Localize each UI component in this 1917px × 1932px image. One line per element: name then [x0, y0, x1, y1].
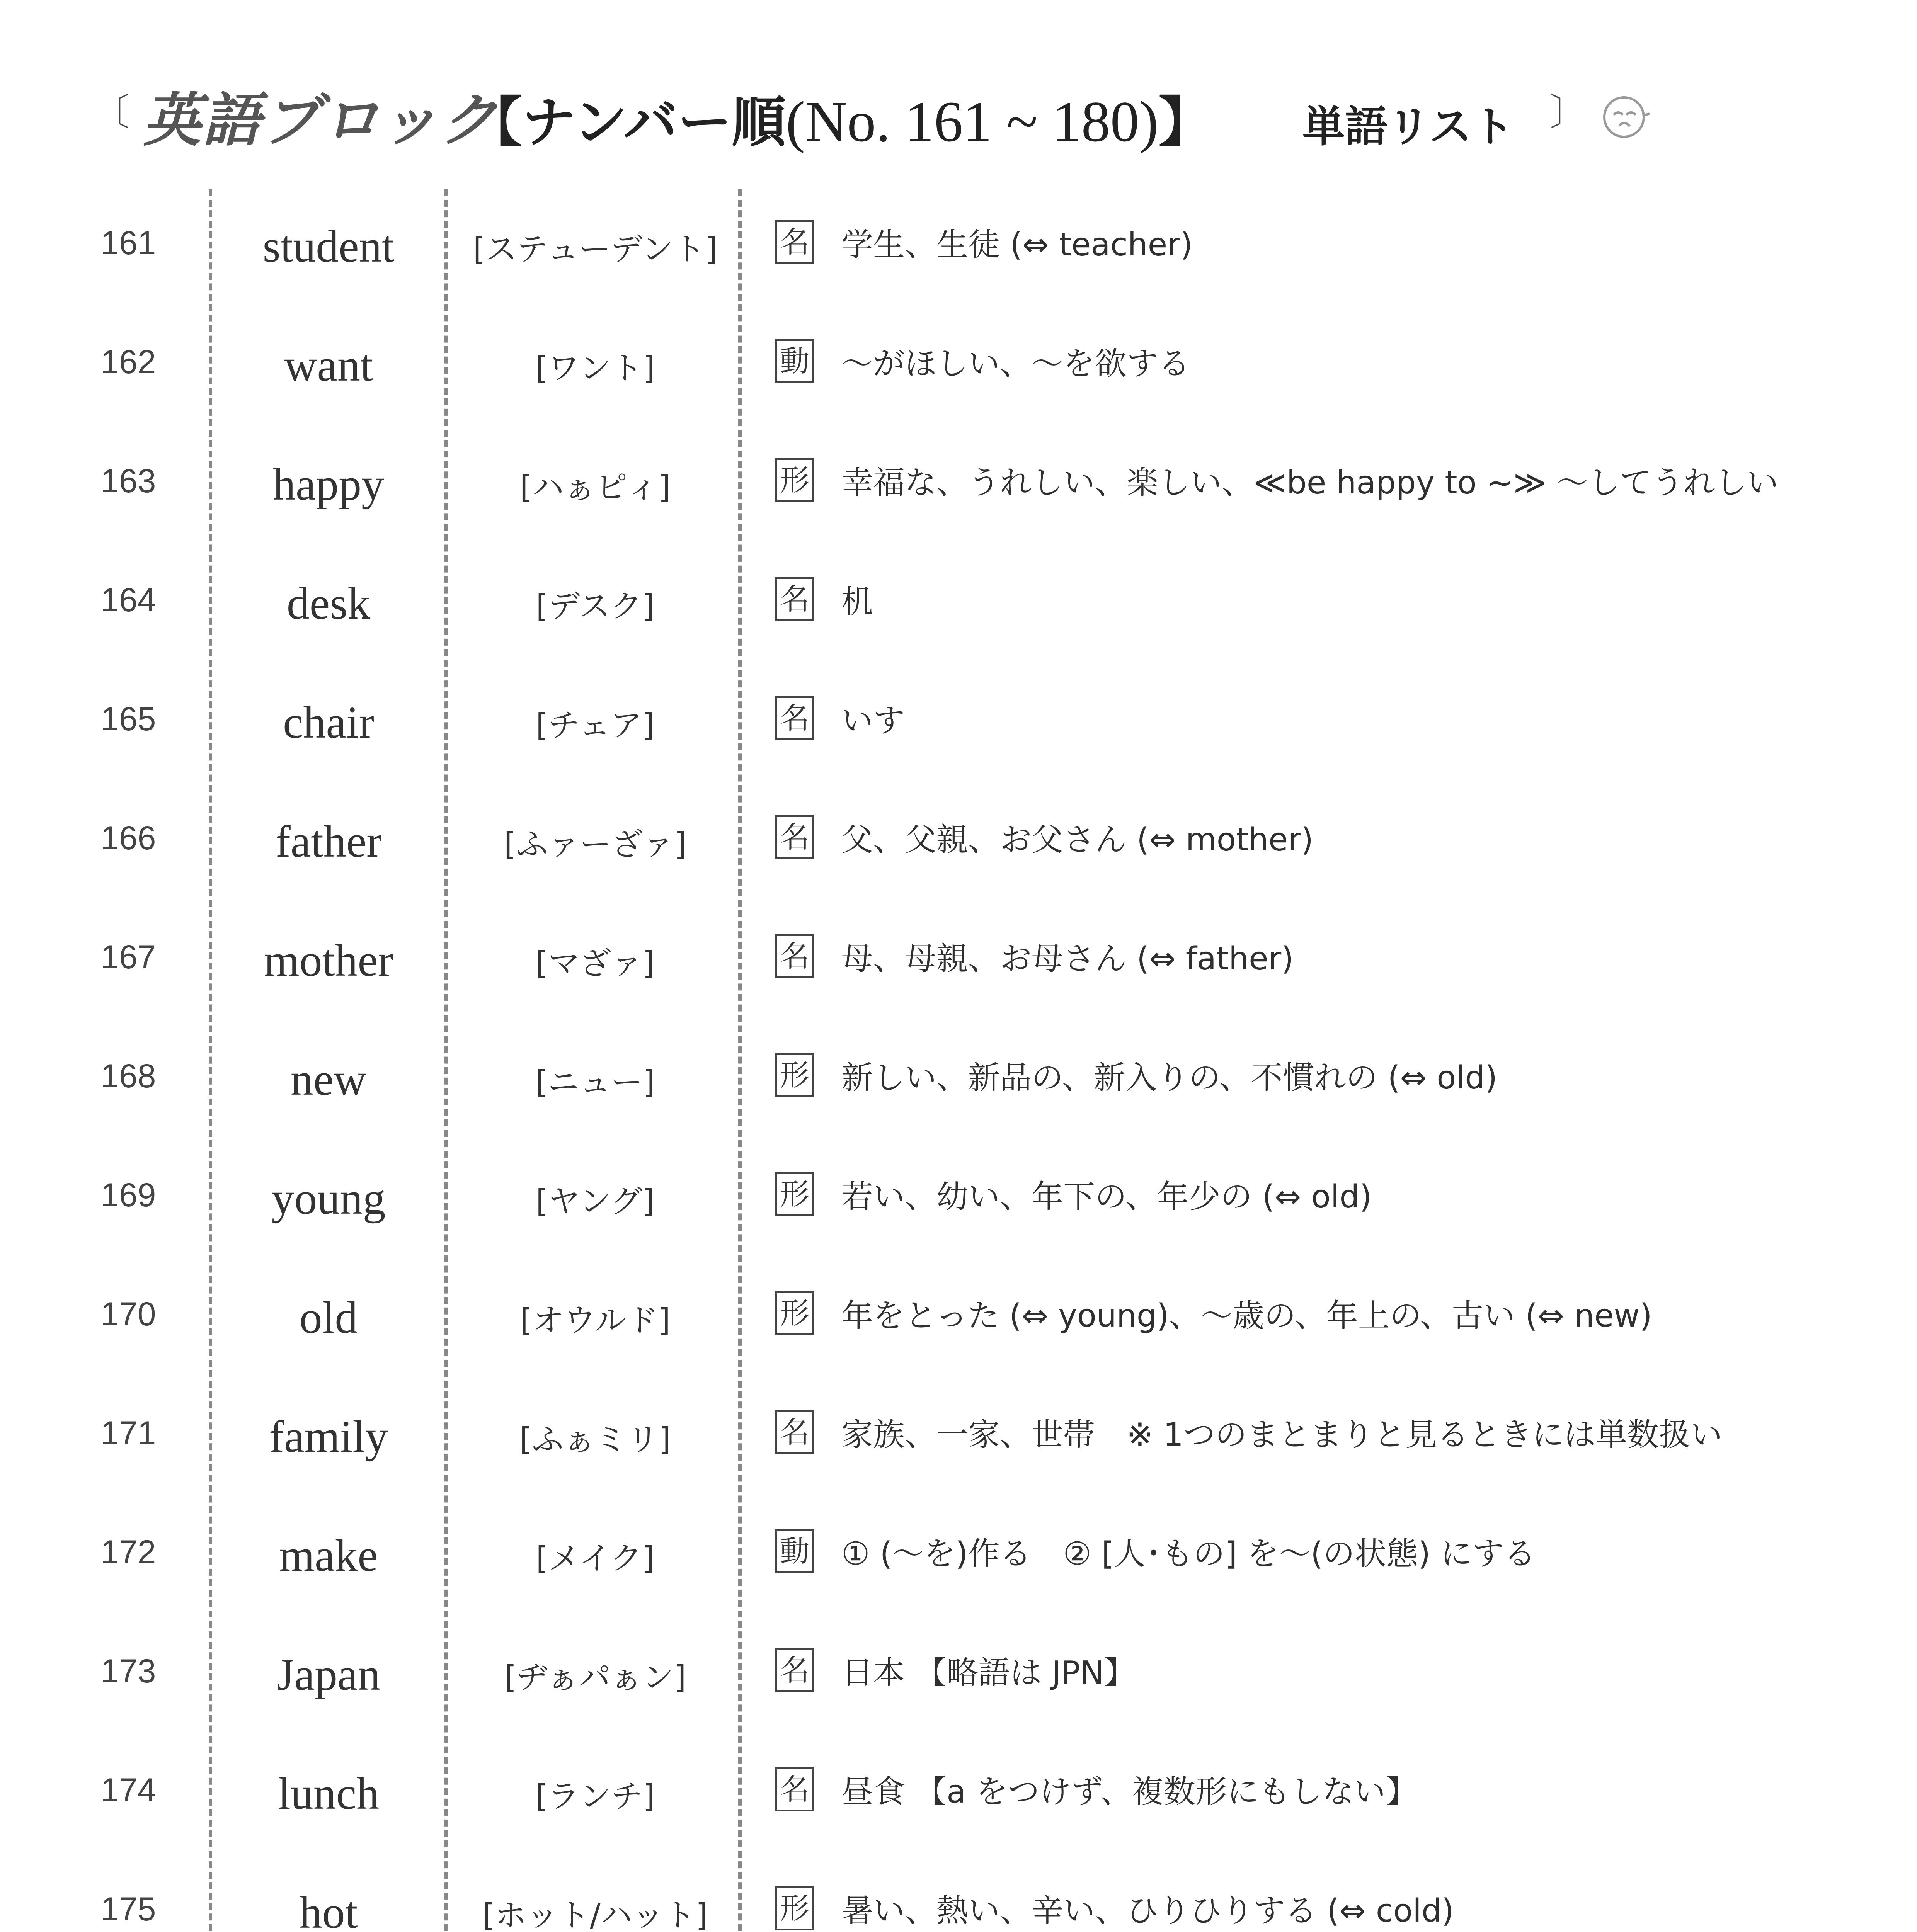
- meaning: [775, 338, 1896, 384]
- part-of-speech-badge: 形: [775, 458, 814, 502]
- meaning: [775, 1886, 1896, 1931]
- english-word: young: [271, 1173, 386, 1224]
- entry-number: 173: [100, 1653, 156, 1690]
- part-of-speech-badge: 名: [775, 220, 814, 264]
- word-row: [0, 546, 1917, 665]
- word-row: [0, 1617, 1917, 1736]
- entry-number: 175: [100, 1891, 156, 1928]
- word-row: [0, 1379, 1917, 1498]
- part-of-speech-badge: 名: [775, 1648, 814, 1692]
- entry-number: 174: [100, 1772, 156, 1809]
- pronunciation: [ふァーざァ]: [504, 826, 687, 863]
- meaning: [775, 934, 1896, 979]
- meaning-text: 年をとった (⇔ young)、～歳の、年上の、古い (⇔ new): [841, 1298, 1652, 1334]
- pronunciation: [ステューデント]: [473, 231, 718, 268]
- bracket-close: 〕: [1550, 91, 1587, 134]
- sense: [775, 577, 873, 622]
- english-word: happy: [272, 459, 385, 510]
- english-word: lunch: [278, 1768, 380, 1819]
- entry-number: 169: [100, 1177, 156, 1214]
- entry-number: 164: [100, 582, 156, 619]
- part-of-speech-badge: 名: [775, 815, 814, 859]
- entry-number: 167: [100, 939, 156, 976]
- meaning: [775, 1172, 1896, 1217]
- sense: [775, 219, 1193, 265]
- part-of-speech-badge: 形: [775, 1172, 814, 1216]
- meaning-text: 暑い、熱い、辛い、ひりひりする (⇔ cold): [841, 1893, 1454, 1929]
- entry-number: 172: [100, 1534, 156, 1571]
- pronunciation: [デスク]: [536, 588, 655, 625]
- pronunciation: [チェア]: [536, 707, 655, 744]
- pronunciation: [ホット/ハット]: [482, 1897, 708, 1932]
- english-word: hot: [299, 1887, 358, 1932]
- english-word: old: [299, 1292, 358, 1343]
- entry-number: 163: [100, 463, 156, 500]
- part-of-speech-badge: 動: [775, 1529, 814, 1573]
- word-row: [0, 1498, 1917, 1617]
- entry-number: 162: [100, 344, 156, 381]
- english-word: student: [262, 221, 395, 272]
- title-range: (No. 161 ~ 180): [786, 90, 1159, 154]
- meaning: [775, 1053, 1896, 1098]
- meaning: [775, 457, 1896, 503]
- meaning-text: 父、父親、お父さん (⇔ mother): [841, 821, 1314, 858]
- mascot-icon: [1596, 87, 1654, 145]
- sense: [775, 696, 905, 741]
- entry-number: 168: [100, 1058, 156, 1095]
- word-row: [0, 1855, 1917, 1932]
- word-row: [0, 1736, 1917, 1855]
- part-of-speech-badge: 形: [775, 1053, 814, 1097]
- meaning-text: 家族、一家、世帯 ※ 1つのまとまりと見るときには単数扱い: [841, 1417, 1722, 1453]
- meaning: [775, 1410, 1896, 1455]
- meaning-text: 学生、生徒 (⇔ teacher): [841, 226, 1193, 263]
- word-row: [0, 784, 1917, 903]
- part-of-speech-badge: 名: [775, 1767, 814, 1811]
- part-of-speech-badge: 動: [775, 339, 814, 383]
- pronunciation: [ワント]: [535, 350, 655, 387]
- sense: [775, 1767, 1417, 1812]
- entry-number: 165: [100, 701, 156, 738]
- sense: [775, 338, 1190, 384]
- sense: [775, 1529, 1536, 1574]
- page-title: [468, 79, 1213, 157]
- english-word: chair: [283, 697, 374, 748]
- brand-logo: 英語ブロック: [143, 87, 499, 154]
- entry-number: 170: [100, 1296, 156, 1333]
- sense: [775, 815, 1313, 860]
- meaning: [775, 577, 1896, 622]
- entry-number: 166: [100, 820, 156, 857]
- sense: [775, 1053, 1497, 1098]
- part-of-speech-badge: 名: [775, 577, 814, 621]
- meaning-text: 若い、幼い、年下の、年少の (⇔ old): [841, 1179, 1372, 1215]
- entry-number: 161: [100, 224, 156, 262]
- meaning-text: 幸福な、うれしい、楽しい、≪be happy to ~≫ ～してうれしい: [841, 464, 1779, 501]
- word-row: [0, 308, 1917, 427]
- english-word: make: [279, 1530, 378, 1581]
- pronunciation: [ハぁピィ]: [519, 469, 671, 506]
- pronunciation: [ニュー]: [535, 1064, 655, 1101]
- meaning-text: 母、母親、お母さん (⇔ father): [841, 940, 1294, 977]
- english-word: Japan: [276, 1649, 381, 1700]
- pronunciation: [ランチ]: [535, 1778, 655, 1815]
- english-word: mother: [264, 935, 393, 986]
- part-of-speech-badge: 形: [775, 1886, 814, 1930]
- english-word: want: [284, 340, 373, 391]
- sense: [775, 1291, 1652, 1336]
- english-word: father: [275, 816, 382, 867]
- meaning-text: 机: [841, 583, 873, 620]
- entry-number: 171: [100, 1415, 156, 1452]
- meaning: [775, 1291, 1896, 1336]
- meaning: [775, 219, 1896, 265]
- meaning-text: ① (～を)作る ② [人･もの] を～(の状態) にする: [841, 1536, 1536, 1572]
- pronunciation: [マざァ]: [535, 945, 655, 982]
- sense: [775, 1648, 1136, 1693]
- subtitle: 単語リスト: [1302, 102, 1514, 151]
- pronunciation: [ヤング]: [536, 1183, 655, 1220]
- word-row: [0, 189, 1917, 308]
- meaning: [775, 1648, 1896, 1693]
- meaning-text: 昼食 【a をつけず、複数形にもしない】: [841, 1774, 1417, 1810]
- meaning: [775, 1767, 1896, 1812]
- sense: [775, 934, 1294, 979]
- pronunciation: [ヂぁパぁン]: [504, 1659, 686, 1696]
- part-of-speech-badge: 形: [775, 1291, 814, 1335]
- bracket-open: 〔: [93, 91, 130, 134]
- word-row: [0, 665, 1917, 784]
- word-row: [0, 1141, 1917, 1260]
- meaning-text: 新しい、新品の、新入りの、不慣れの (⇔ old): [841, 1060, 1498, 1096]
- part-of-speech-badge: 名: [775, 696, 814, 740]
- english-word: desk: [286, 578, 371, 629]
- sense: [775, 1172, 1372, 1217]
- english-word: family: [269, 1411, 388, 1462]
- meaning-text: いす: [841, 702, 905, 739]
- part-of-speech-badge: 名: [775, 934, 814, 978]
- meaning-text: ～がほしい、～を欲する: [841, 345, 1190, 382]
- word-row: [0, 1022, 1917, 1141]
- word-row: [0, 427, 1917, 546]
- title-close: 】: [1158, 91, 1213, 154]
- word-row: [0, 903, 1917, 1022]
- sense: [775, 1886, 1454, 1931]
- sense: [775, 1410, 1722, 1455]
- english-word: new: [290, 1054, 367, 1105]
- sense: [775, 457, 1778, 503]
- meaning: [775, 1529, 1896, 1574]
- page-header: [0, 0, 1917, 162]
- pronunciation: [メイク]: [536, 1540, 655, 1577]
- pronunciation: [オウルド]: [520, 1302, 671, 1339]
- meaning: [775, 815, 1896, 860]
- part-of-speech-badge: 名: [775, 1410, 814, 1454]
- title-text: 【ナンバー順: [468, 91, 786, 154]
- word-row: [0, 1260, 1917, 1379]
- pronunciation: [ふぁミリ]: [519, 1421, 671, 1458]
- meaning: [775, 696, 1896, 741]
- meaning-text: 日本 【略語は JPN】: [841, 1655, 1136, 1691]
